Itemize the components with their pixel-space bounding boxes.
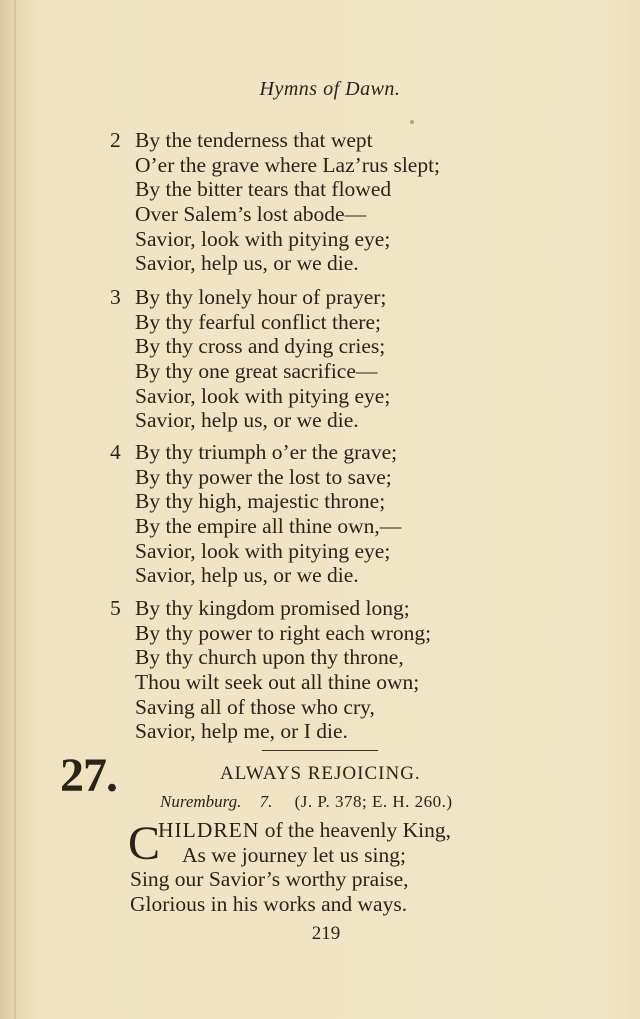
stanza-line: Savior, help us, or we die. xyxy=(135,408,359,433)
stanza-line: By thy church upon thy throne, xyxy=(135,645,404,670)
stanza-line: By thy fearful conflict there; xyxy=(135,309,381,334)
stanza-line: By thy lonely hour of prayer; xyxy=(135,285,387,309)
stanza-line: Saving all of those who cry, xyxy=(135,694,375,719)
verse-line: Glorious in his works and ways. xyxy=(130,891,408,916)
stanza-line: Savior, help me, or I die. xyxy=(135,719,348,744)
first-line-rest: of the heavenly King, xyxy=(259,818,452,842)
stanza-number: 2 xyxy=(110,128,121,152)
page-number: 219 xyxy=(311,923,341,944)
stanza-line: Savior, look with pitying eye; xyxy=(135,383,391,408)
stanza-line: Thou wilt seek out all thine own; xyxy=(135,670,420,695)
tune-meter: 7. xyxy=(259,792,273,811)
drop-cap: C xyxy=(128,817,161,870)
stanza-number: 5 xyxy=(110,596,121,620)
verse-line: Sing our Savior’s worthy praise, xyxy=(130,867,409,891)
running-head: Hymns of Dawn. xyxy=(259,78,401,100)
paper-speck xyxy=(410,120,414,124)
stanza-line: Over Salem’s lost abode— xyxy=(135,202,367,227)
stanza-line: By the bitter tears that flowed xyxy=(135,177,392,202)
stanza-line: By thy power the lost to save; xyxy=(135,464,392,489)
stanza-line: By thy power to right each wrong; xyxy=(135,620,432,645)
first-word-caps: HILDREN xyxy=(158,818,260,842)
stanza-line: By thy triumph o’er the grave; xyxy=(135,440,398,464)
stanza-line: Savior, help us, or we die. xyxy=(135,251,359,276)
stanza-line: By thy kingdom promised long; xyxy=(135,596,410,620)
stanza-line: By the tenderness that wept xyxy=(135,128,373,152)
stanza-number: 4 xyxy=(110,440,121,464)
stanza-line: By thy one great sacrifice— xyxy=(135,359,378,384)
tune-references: (J. P. 378; E. H. 260.) xyxy=(294,792,453,811)
verse-first-line xyxy=(158,818,451,843)
hymn-title: ALWAYS REJOICING. xyxy=(220,763,421,784)
stanza-line: By the empire all thine own,— xyxy=(135,514,402,539)
hymn-verse xyxy=(128,817,452,916)
stanza-line: Savior, look with pitying eye; xyxy=(135,226,391,251)
stanza-line: Savior, help us, or we die. xyxy=(135,563,359,588)
stanza-line: O’er the grave where Laz’rus slept; xyxy=(135,152,441,177)
verse-line: As we journey let us sing; xyxy=(182,842,406,867)
stanza-line: Savior, look with pitying eye; xyxy=(135,538,391,563)
binding-edge xyxy=(14,0,16,1019)
section-divider xyxy=(262,750,378,751)
tune-name: Nuremburg. xyxy=(160,792,242,811)
stanza-line: By thy high, majestic throne; xyxy=(135,489,386,514)
tune-line xyxy=(160,792,453,812)
hymn-number: 27. xyxy=(60,749,117,802)
stanza-line: By thy cross and dying cries; xyxy=(135,334,386,359)
stanza-number: 3 xyxy=(110,285,121,309)
